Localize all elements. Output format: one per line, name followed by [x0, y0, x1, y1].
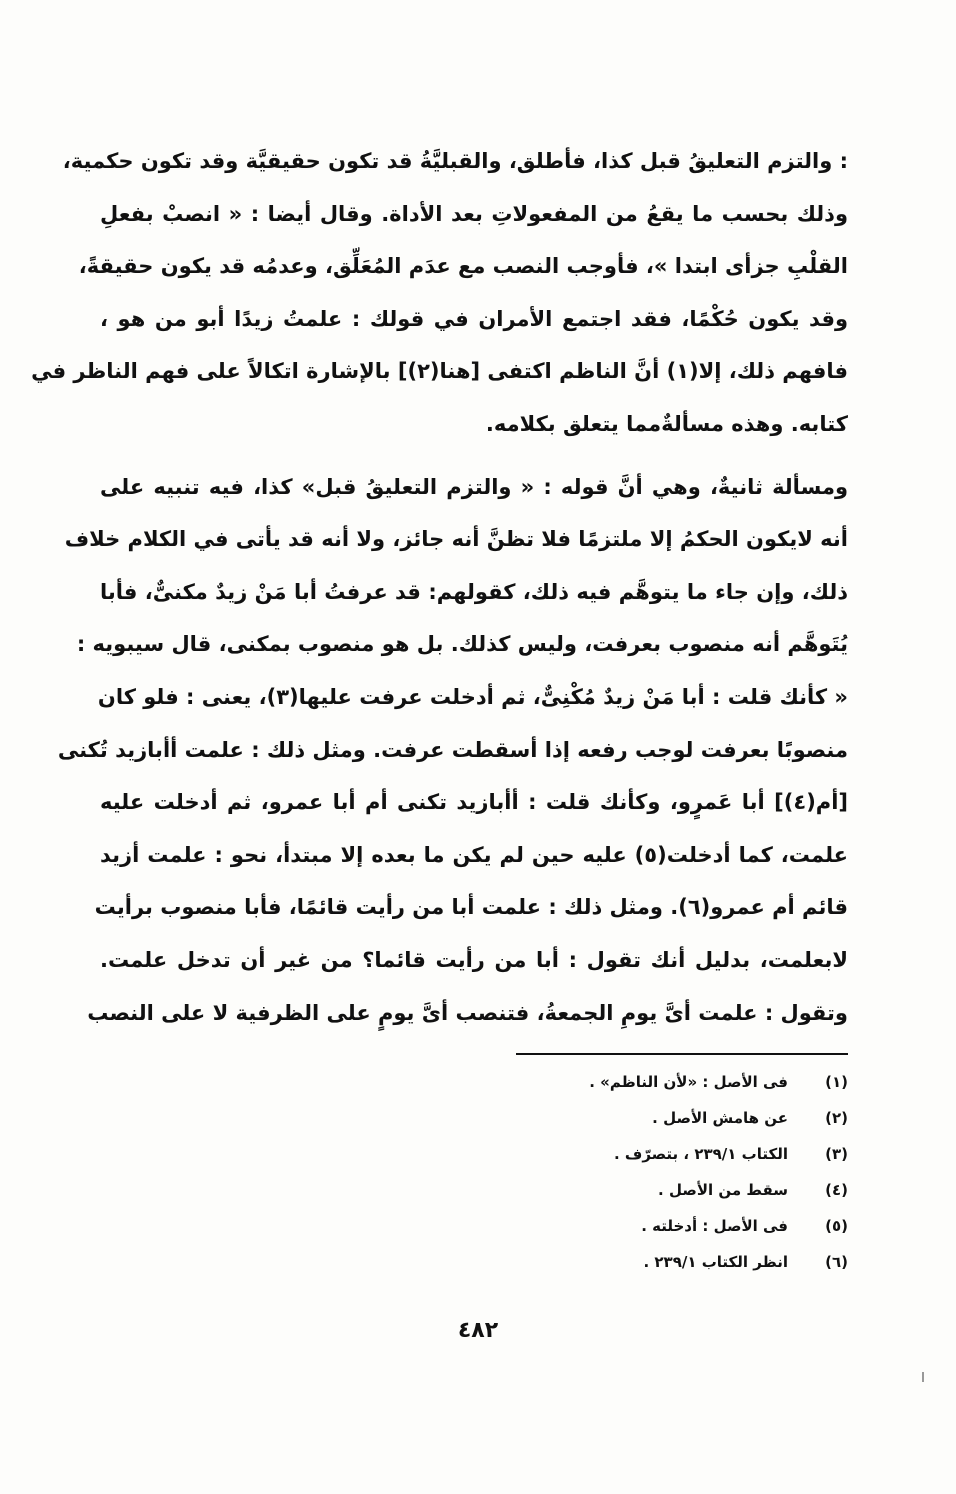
footnote [400, 1100, 848, 1136]
footnote-text: فى الأصل : أدخلته . [641, 1217, 788, 1235]
footnote [400, 1244, 848, 1280]
footnote-number: (٢) [825, 1109, 848, 1127]
footnote [400, 1172, 848, 1208]
text-line: قائم أم عمرو(٦). ومثل ذلك : علمت أبا من رأيت قائمًا، فأبا منصوب برأيت [94, 895, 848, 920]
footnote-text: عن هامش الأصل . [652, 1109, 788, 1127]
text-line: [أم(٤)] أبا عَمرٍو، وكأنك قلت : أأبازيد تكنى أم أبا عمرو، ثم أدخلت عليه [100, 790, 848, 815]
footnote-text: سقط من الأصل . [658, 1181, 788, 1199]
page-number: ٤٨٢ [457, 1318, 499, 1343]
footnote-number: (٥) [825, 1217, 848, 1235]
footnote [400, 1136, 848, 1172]
text-line: القلْبِ جزأى ابتدا »، فأوجب النصب مع عدَم المُعَلِّق، وعدمُه قد يكون حقيقةً، [78, 254, 848, 279]
text-line: : والتزم التعليقُ قبل كذا، فأطلق، والقبليَّةُ قد تكون حقيقيَّة وقد تكون حكمية، [62, 149, 848, 173]
text-line: يُتَوهَّم أنه منصوب بعرفت، وليس كذلك. بل هو منصوب بمكنى، قال سيبويه : [76, 632, 848, 657]
text-line: علمت، كما أدخلت(٥) عليه حين لم يكن ما بعده إلا مبتدأ، نحو : علمت أزيد [100, 842, 848, 867]
footnote-text: الكتاب ٢٣٩/١ ، بتصرّف . [613, 1145, 788, 1163]
text-line: لابعلمت، بدليل أنك تقول : أبا من رأيت قائما؟ من غير أن تدخل علمت. [100, 947, 848, 972]
text-line: كتابه. وهذه مسألةٌمما يتعلق بكلامه. [485, 411, 848, 436]
paragraph-1 [31, 135, 848, 451]
footnote-text: انظر الكتاب ٢٣٩/١ . [643, 1253, 788, 1271]
text-line: منصوبًا بعرفت لوجب رفعه إذا أسقطت عرفت. ومثل ذلك : علمت أأبازيد تُكنى [57, 737, 848, 762]
text-line: فافهم ذلك، إلا(١) أنَّ الناظم اكتفى [هنا(٢)] بالإشارة اتكالاً على فهم الناظر في [31, 359, 848, 384]
text-line: ذلك، وإن جاء ما يتوهَّم فيه ذلك، كقولهم: قد عرفتُ أبا مَنْ زيدٌ مكنىٌّ، فأبا [100, 579, 848, 604]
paragraph-gap [100, 451, 848, 461]
main-text [31, 135, 848, 1039]
footnote-number: (٤) [825, 1181, 848, 1199]
scan-mark [922, 1372, 924, 1382]
footnote [400, 1208, 848, 1244]
footnote [400, 1064, 848, 1100]
text-line: « كأنك قلت : أبا مَنْ زيدٌ مُكْنِىٌّ، ثم أدخلت عرفت عليها(٣)، يعنى : فلو كان [97, 684, 848, 709]
footnotes [400, 1064, 848, 1280]
footnote-number: (٣) [825, 1145, 848, 1163]
paragraph-2 [57, 461, 848, 1040]
footnote-text: فى الأصل : «لأن الناظم» . [589, 1073, 788, 1091]
text-line: ومسألة ثانيةٌ، وهي أنَّ قوله : « والتزم التعليقُ قبل» كذا، فيه تنبيه على [100, 474, 848, 499]
text-line: وذلك بحسب ما يقعُ من المفعولاتِ بعد الأداة. وقال أيضا : « انصبْ بفعلِ [100, 201, 848, 226]
text-line: وقد يكون حُكْمًا، فقد اجتمع الأمران في قولك : علمتُ زيدًا أبو من هو ، [100, 306, 848, 331]
text-line: وتقول : علمت أىَّ يومِ الجمعةُ، فتنصب أىَّ يومٍ على الظرفية لا على النصب [87, 1000, 848, 1025]
text-line: أنه لايكون الحكمُ إلا ملتزمًا فلا تظنَّ أنه جائز، ولا أنه قد يأتى في الكلام خلاف [64, 527, 848, 552]
footnote-separator [516, 1053, 848, 1055]
footnote-number: (٦) [825, 1253, 848, 1271]
footnote-number: (١) [825, 1073, 848, 1091]
